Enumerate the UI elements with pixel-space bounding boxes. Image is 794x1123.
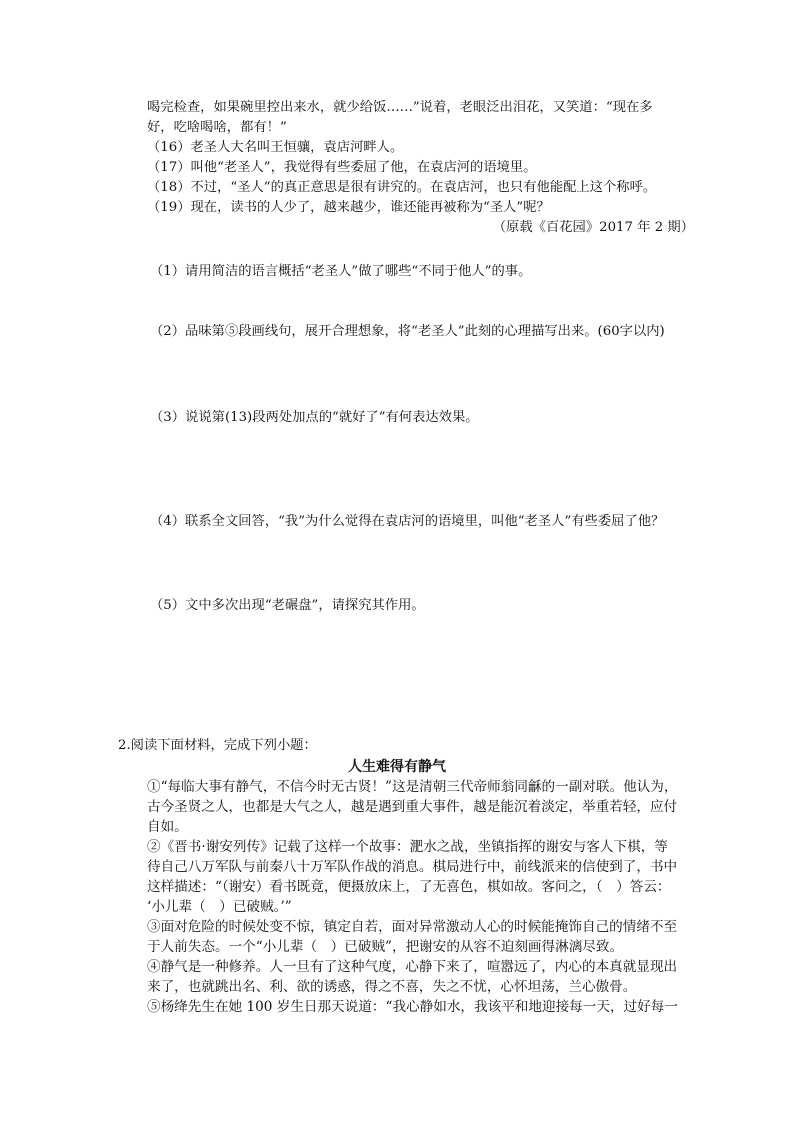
article-line: 于人前失态。一个“小儿辈（ ）已破贼”，把谢安的从容不迫刻画得淋漓尽致。 [147,939,624,955]
question-1: （1）请用简洁的语言概括“老圣人”做了哪些“不同于他人”的事。 [150,264,532,279]
article-line: 待自己八万军队与前秦八十万军队作战的消息。棋局进行中，前线派来的信使到了，书中 [147,859,678,875]
passage-line: （16）老圣人大名叫王恒骧，袁店河畔人。 [147,140,404,155]
passage-line: （17）叫他“老圣人”，我觉得有些委屈了他，在袁店河的语境里。 [147,160,537,175]
passage-line: 喝完检查，如果碗里控出来水，就少给饭……”说着，老眼泛出泪花，又笑道：“现在多 [147,100,653,115]
passage-line: 好，吃啥喝啥，都有！” [147,120,287,135]
passage-line: （18）不过，“圣人”的真正意思是很有讲究的。在袁店河，也只有他能配上这个称呼。 [147,180,657,195]
article-line: ③面对危险的时候处变不惊，镇定自若，面对异常激动人心的时候能掩饰自己的情绪不至 [147,919,678,935]
article-line: 这样描述：“（谢安）看书既竟，便摄放床上，了无喜色，棋如故。客问之，（ ）答云： [147,879,671,895]
article-line: ⑤杨绛先生在她 100 岁生日那天说道：“我心静如水，我该平和地迎接每一天，过好每一 [147,999,678,1015]
article-line: ‘小儿辈（ ）已破贼。’” [147,899,292,915]
article-line: ④静气是一种修养。人一旦有了这种气度，心静下来了，喧嚣远了，内心的本真就显现出 [147,959,678,975]
question-2: （2）品味第⑤段画线句，展开合理想象，将“老圣人”此刻的心理描写出来。(60字以内) [150,324,665,339]
article-line: ①“每临大事有静气，不信今时无古贤！”这是清朝三代帝师翁同龢的一副对联。他认为， [147,779,678,795]
article-line: 来了，也就跳出名、利、欲的诱惑，得之不喜，失之不忧，心怀坦荡，兰心傲骨。 [147,979,637,995]
passage-line: （19）现在，读书的人少了，越来越少，谁还能再被称为“圣人”呢？ [147,200,550,215]
question-5: （5）文中多次出现“老碾盘”，请探究其作用。 [150,598,425,613]
section-2-header: 2.阅读下面材料，完成下列小题： [118,738,317,753]
article-title: 人生难得有静气 [348,759,446,775]
article-line: 自如。 [147,819,188,835]
article-line: 古今圣贤之人，也都是大气之人，越是遇到重大事件，越是能沉着淡定，举重若轻，应付 [147,799,678,815]
article-line: ②《晋书·谢安列传》记载了这样一个故事：淝水之战，坐镇指挥的谢安与客人下棋，等 [147,839,668,855]
question-3: （3）说说第(13)段两处加点的“就好了”有何表达效果。 [150,410,479,425]
source-citation: （原载《百花园》2017 年 2 期） [492,220,694,235]
question-4: （4）联系全文回答，“我”为什么觉得在袁店河的语境里，叫他“老圣人”有些委屈了他？ [150,514,665,529]
